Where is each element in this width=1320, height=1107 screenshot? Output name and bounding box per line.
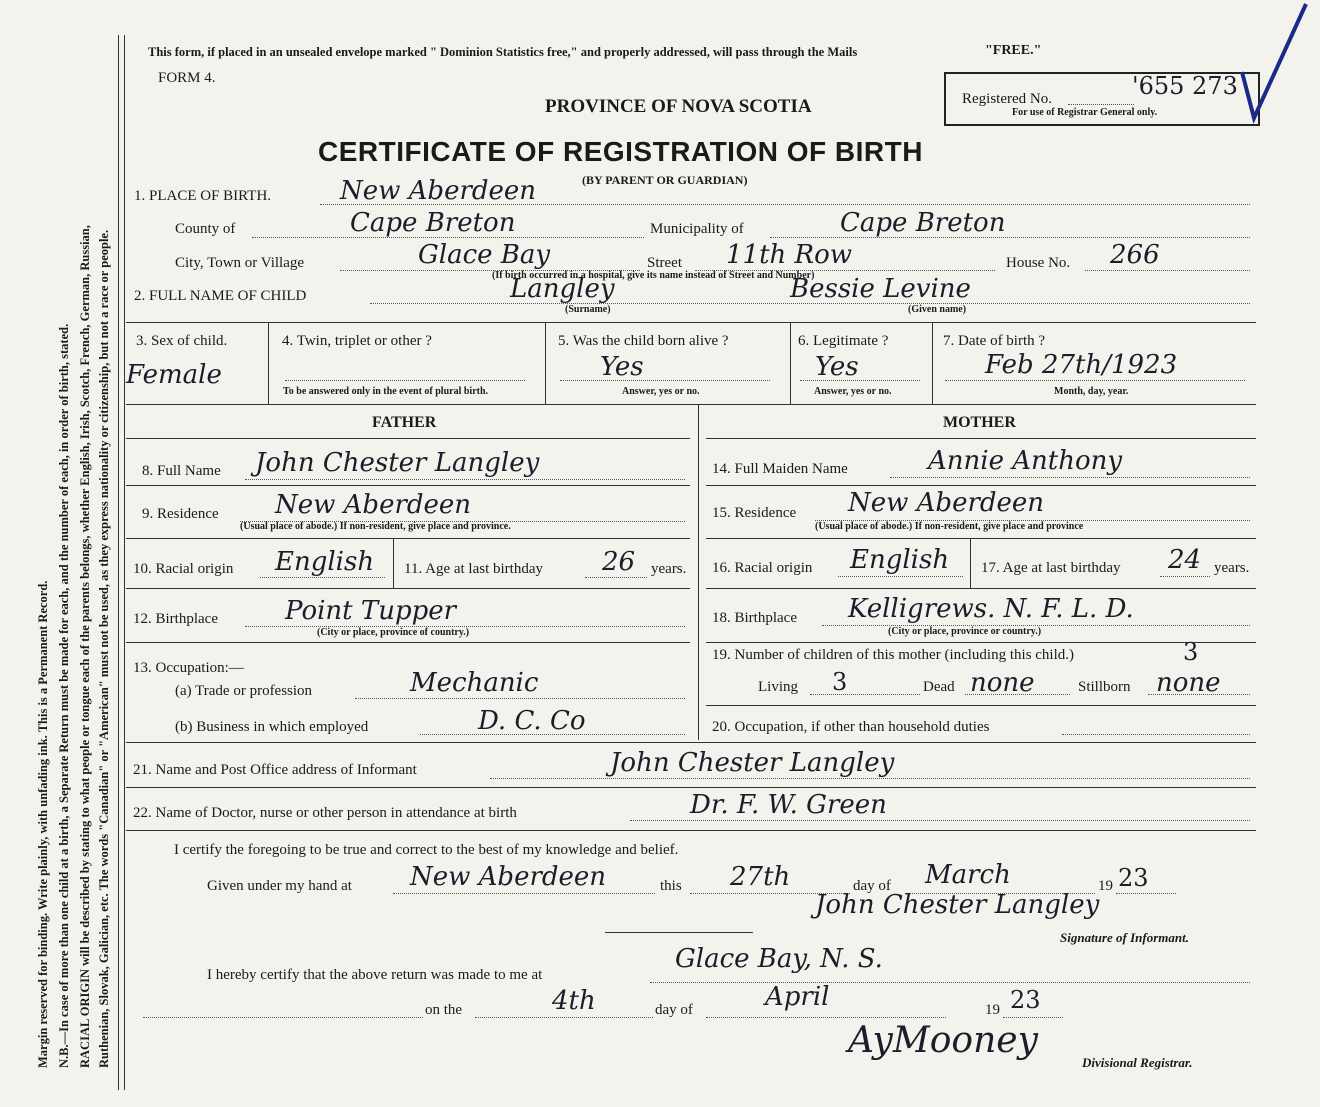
given-year-prefix: 19 xyxy=(1098,878,1113,894)
municipality-label: Municipality of xyxy=(650,221,744,237)
dob-label: 7. Date of birth ? xyxy=(943,333,1046,349)
house-label: House No. xyxy=(1006,255,1071,271)
sex-value: Female xyxy=(126,360,222,390)
twin-note: To be answered only in the event of plural birth. xyxy=(283,386,489,397)
living-label: Living xyxy=(758,679,798,695)
dead-value: none xyxy=(970,668,1035,698)
father-residence-value: New Aberdeen xyxy=(275,490,472,520)
alive-value: Yes xyxy=(600,352,644,382)
alive-label: 5. Was the child born alive ? xyxy=(558,333,729,349)
mother-birthplace-label: 18. Birthplace xyxy=(712,610,797,626)
informant-signature: John Chester Langley xyxy=(815,890,1100,920)
mother-heading: MOTHER xyxy=(943,414,1016,431)
child-name-label: 2. FULL NAME OF CHILD xyxy=(134,288,307,304)
child-given-value: Bessie Levine xyxy=(790,274,971,304)
house-value: 266 xyxy=(1110,240,1160,270)
mother-birthplace-note: (City or place, province or country.) xyxy=(888,626,1042,637)
informant-signature-label: Signature of Informant. xyxy=(1060,930,1189,945)
dob-value: Feb 27th/1923 xyxy=(985,350,1178,380)
registrar-statement: I hereby certify that the above return was made to me at xyxy=(207,967,543,983)
occupation-label: 13. Occupation:— xyxy=(133,660,244,676)
registrar-note: For use of Registrar General only. xyxy=(1012,107,1158,118)
mother-race-value: English xyxy=(850,545,950,575)
margin-note-1: Margin reserved for binding. Write plainly, with unfading ink. This is a Permanent Record. xyxy=(36,580,50,1068)
mail-free: "FREE." xyxy=(985,43,1042,58)
mother-residence-value: New Aberdeen xyxy=(848,488,1045,518)
informant-value: John Chester Langley xyxy=(610,748,895,778)
given-under-label: Given under my hand at xyxy=(207,878,352,894)
certificate-title: CERTIFICATE OF REGISTRATION OF BIRTH xyxy=(318,136,923,167)
margin-note-2: N.B.—In case of more than one child at a birth, a Separate Return must be made for each, and the number of each, in order of birth, stated. xyxy=(57,323,71,1068)
dob-note: Month, day, year. xyxy=(1054,386,1129,397)
given-name-note: (Given name) xyxy=(908,304,967,315)
place-of-birth-value: New Aberdeen xyxy=(340,176,537,206)
given-place-value: New Aberdeen xyxy=(410,862,607,892)
mother-years-label: years. xyxy=(1214,560,1250,576)
registrar-place-value: Glace Bay, N. S. xyxy=(675,944,883,974)
given-month-value: March xyxy=(925,860,1011,890)
mother-race-label: 16. Racial origin xyxy=(712,560,813,576)
father-race-value: English xyxy=(275,547,375,577)
county-label: County of xyxy=(175,221,236,237)
father-name-value: John Chester Langley xyxy=(255,448,540,478)
twin-label: 4. Twin, triplet or other ? xyxy=(282,333,432,349)
registrar-day-of-label: day of xyxy=(655,1002,693,1018)
mother-name-label: 14. Full Maiden Name xyxy=(712,461,848,477)
form-number: FORM 4. xyxy=(158,70,216,86)
father-residence-label: 9. Residence xyxy=(142,506,219,522)
father-birthplace-note: (City or place, province of country.) xyxy=(317,627,470,638)
municipality-value: Cape Breton xyxy=(840,208,1006,238)
alive-note: Answer, yes or no. xyxy=(622,386,700,397)
registrar-year-prefix: 19 xyxy=(985,1002,1000,1018)
certify-statement: I certify the foregoing to be true and correct to the best of my knowledge and belief. xyxy=(174,842,679,858)
father-race-label: 10. Racial origin xyxy=(133,561,234,577)
legitimate-label: 6. Legitimate ? xyxy=(798,333,889,349)
this-label: this xyxy=(660,878,682,894)
living-value: 3 xyxy=(832,668,848,696)
stillborn-value: none xyxy=(1156,668,1221,698)
trade-value: Mechanic xyxy=(410,668,539,698)
registrar-year-value: 23 xyxy=(1010,986,1041,1014)
business-label: (b) Business in which employed xyxy=(175,719,369,735)
doctor-value: Dr. F. W. Green xyxy=(690,790,887,820)
stillborn-label: Stillborn xyxy=(1078,679,1131,695)
mother-birthplace-value: Kelligrews. N. F. L. D. xyxy=(848,594,1134,624)
city-label: City, Town or Village xyxy=(175,255,305,271)
mother-residence-label: 15. Residence xyxy=(712,505,797,521)
registrar-day-value: 4th xyxy=(552,986,596,1016)
dead-label: Dead xyxy=(923,679,955,695)
father-birthplace-label: 12. Birthplace xyxy=(133,611,218,627)
mother-name-value: Annie Anthony xyxy=(928,446,1123,476)
father-residence-note: (Usual place of abode.) If non-resident, give place and province. xyxy=(240,521,511,532)
business-value: D. C. Co xyxy=(478,706,586,736)
registrar-signature-label: Divisional Registrar. xyxy=(1082,1055,1193,1070)
city-value: Glace Bay xyxy=(418,240,551,270)
margin-note-4: Ruthenian, Slovak, Galician, etc. The words "Canadian" or "American" must not be used, as they express nationality or citizenship, but not a race or people. xyxy=(97,229,111,1068)
given-day-value: 27th xyxy=(730,862,791,892)
mother-residence-note: (Usual place of abode.) If non-resident, give place and province xyxy=(815,521,1084,532)
father-heading: FATHER xyxy=(372,414,437,431)
father-age-value: 26 xyxy=(602,547,636,577)
given-year-value: 23 xyxy=(1118,864,1149,892)
margin-rule-inner xyxy=(124,35,125,1090)
child-surname-value: Langley xyxy=(510,274,615,304)
margin-rule xyxy=(118,35,119,1090)
father-birthplace-value: Point Tupper xyxy=(285,596,457,626)
hospital-note: (If birth occurred in a hospital, give its name instead of Street and Number) xyxy=(492,270,815,281)
sex-label: 3. Sex of child. xyxy=(136,333,228,349)
registered-label: Registered No. xyxy=(962,91,1052,107)
certificate-subtitle: (BY PARENT OR GUARDIAN) xyxy=(582,173,748,187)
informant-label: 21. Name and Post Office address of Informant xyxy=(133,762,417,778)
street-label: Street xyxy=(647,255,682,271)
street-value: 11th Row xyxy=(726,240,853,270)
mail-notice: This form, if placed in an unsealed envelope marked " Dominion Statistics free," and properly addressed, will pass through the Mails xyxy=(148,45,858,59)
day-of-label: day of xyxy=(853,878,891,894)
father-years-label: years. xyxy=(651,561,687,577)
children-count-value: 3 xyxy=(1183,638,1199,666)
legitimate-note: Answer, yes or no. xyxy=(814,386,892,397)
doctor-label: 22. Name of Doctor, nurse or other person in attendance at birth xyxy=(133,805,517,821)
margin-note-3: RACIAL ORIGIN will be described by stating to what people or tongue each of the parents belongs, whether English, Irish, Scotch, French, German, Russian, xyxy=(78,225,92,1068)
surname-note: (Surname) xyxy=(565,304,611,315)
province-heading: PROVINCE OF NOVA SCOTIA xyxy=(545,96,812,117)
father-name-label: 8. Full Name xyxy=(142,463,221,479)
on-the-label: on the xyxy=(425,1002,463,1018)
registered-value: '655 273 xyxy=(1132,72,1238,100)
registrar-signature: AyMooney xyxy=(848,1020,1038,1061)
father-age-label: 11. Age at last birthday xyxy=(404,561,543,577)
children-count-label: 19. Number of children of this mother (including this child.) xyxy=(712,647,1075,663)
county-value: Cape Breton xyxy=(350,208,516,238)
legitimate-value: Yes xyxy=(815,352,859,382)
mother-occupation-label: 20. Occupation, if other than household duties xyxy=(712,719,990,735)
place-of-birth-label: 1. PLACE OF BIRTH. xyxy=(134,188,272,204)
mother-age-value: 24 xyxy=(1168,545,1202,575)
checkmark-icon xyxy=(1238,0,1310,125)
trade-label: (a) Trade or profession xyxy=(175,683,313,699)
mother-age-label: 17. Age at last birthday xyxy=(981,560,1121,576)
registrar-month-value: April xyxy=(765,982,830,1012)
